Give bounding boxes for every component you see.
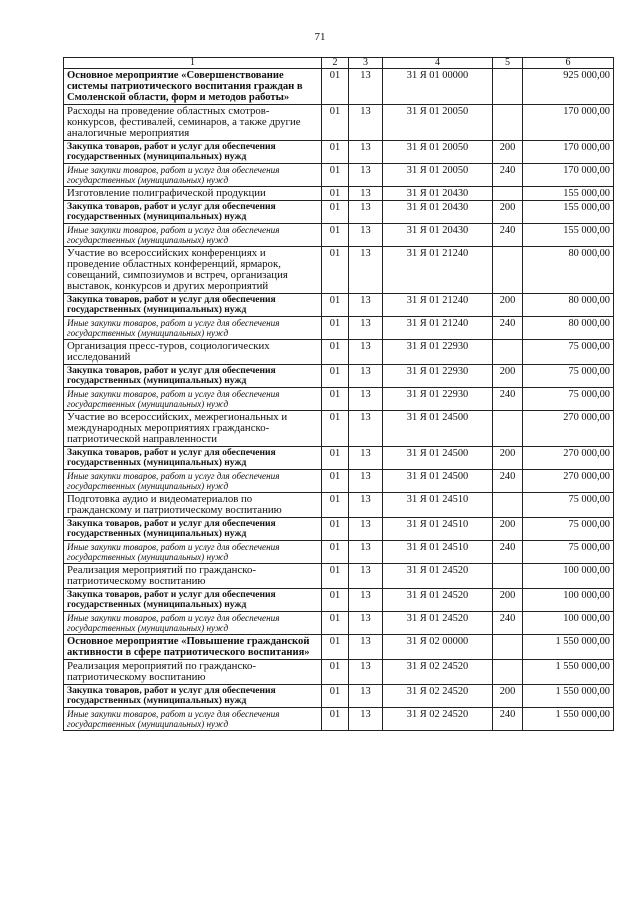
table-header: [64, 58, 614, 69]
row-expense-type: [493, 635, 523, 660]
header-row: [64, 58, 614, 69]
row-subsection: 13: [349, 612, 383, 635]
row-name: Закупка товаров, работ и услуг для обеспечения государственных (муниципальных) нужд: [64, 365, 322, 388]
row-expense-type: 200: [493, 141, 523, 164]
row-name: Иные закупки товаров, работ и услуг для обеспечения государственных (муниципальных) нужд: [64, 388, 322, 411]
row-subsection: 13: [349, 247, 383, 294]
table-row: [64, 294, 614, 317]
row-section: 01: [322, 317, 349, 340]
row-subsection: 13: [349, 447, 383, 470]
row-expense-type: [493, 660, 523, 685]
row-subsection: 13: [349, 685, 383, 708]
row-section: 01: [322, 365, 349, 388]
row-name: Закупка товаров, работ и услуг для обеспечения государственных (муниципальных) нужд: [64, 518, 322, 541]
row-target-code: 31 Я 02 00000: [383, 635, 493, 660]
row-name: Закупка товаров, работ и услуг для обеспечения государственных (муниципальных) нужд: [64, 294, 322, 317]
row-expense-type: [493, 187, 523, 201]
row-amount: 80 000,00: [523, 317, 614, 340]
row-subsection: 13: [349, 541, 383, 564]
table-row: [64, 141, 614, 164]
row-target-code: 31 Я 01 24510: [383, 518, 493, 541]
row-section: 01: [322, 564, 349, 589]
row-name: Иные закупки товаров, работ и услуг для обеспечения государственных (муниципальных) нужд: [64, 612, 322, 635]
header-col-5: 5: [493, 58, 523, 69]
row-target-code: 31 Я 01 20050: [383, 105, 493, 141]
table-row: [64, 493, 614, 518]
table-row: [64, 518, 614, 541]
row-section: 01: [322, 164, 349, 187]
row-expense-type: [493, 340, 523, 365]
table-row: [64, 612, 614, 635]
row-subsection: 13: [349, 294, 383, 317]
row-expense-type: [493, 105, 523, 141]
table-row: [64, 635, 614, 660]
row-name: Реализация мероприятий по гражданско-патриотическому воспитанию: [64, 564, 322, 589]
table-row: [64, 69, 614, 105]
row-expense-type: 240: [493, 612, 523, 635]
row-expense-type: 200: [493, 201, 523, 224]
row-section: 01: [322, 589, 349, 612]
row-expense-type: [493, 247, 523, 294]
header-col-3: 3: [349, 58, 383, 69]
row-subsection: 13: [349, 69, 383, 105]
row-target-code: 31 Я 01 22930: [383, 388, 493, 411]
row-target-code: 31 Я 01 20430: [383, 201, 493, 224]
row-amount: 80 000,00: [523, 294, 614, 317]
row-expense-type: 200: [493, 685, 523, 708]
row-subsection: 13: [349, 589, 383, 612]
table-row: [64, 541, 614, 564]
table-row: [64, 247, 614, 294]
row-target-code: 31 Я 01 21240: [383, 294, 493, 317]
row-section: 01: [322, 247, 349, 294]
page-number: 71: [314, 31, 326, 43]
row-name: Расходы на проведение областных смотров-конкурсов, фестивалей, семинаров, а также другие аналогичные мероприятия: [64, 105, 322, 141]
table-row: [64, 187, 614, 201]
row-target-code: 31 Я 01 21240: [383, 247, 493, 294]
row-expense-type: 200: [493, 589, 523, 612]
row-section: 01: [322, 708, 349, 731]
row-target-code: 31 Я 01 24500: [383, 470, 493, 493]
row-expense-type: 240: [493, 708, 523, 731]
table-row: [64, 317, 614, 340]
row-target-code: 31 Я 01 24510: [383, 541, 493, 564]
row-expense-type: 240: [493, 164, 523, 187]
row-subsection: 13: [349, 340, 383, 365]
row-section: 01: [322, 388, 349, 411]
row-amount: 80 000,00: [523, 247, 614, 294]
row-target-code: 31 Я 01 22930: [383, 365, 493, 388]
row-expense-type: 240: [493, 470, 523, 493]
row-amount: 75 000,00: [523, 365, 614, 388]
row-subsection: 13: [349, 708, 383, 731]
row-expense-type: [493, 493, 523, 518]
row-name: Иные закупки товаров, работ и услуг для обеспечения государственных (муниципальных) нужд: [64, 317, 322, 340]
table-row: [64, 564, 614, 589]
row-amount: 75 000,00: [523, 388, 614, 411]
row-name: Иные закупки товаров, работ и услуг для обеспечения государственных (муниципальных) нужд: [64, 708, 322, 731]
table-row: [64, 105, 614, 141]
row-expense-type: 200: [493, 447, 523, 470]
row-target-code: 31 Я 01 20050: [383, 141, 493, 164]
table-row: [64, 447, 614, 470]
row-name: Иные закупки товаров, работ и услуг для обеспечения государственных (муниципальных) нужд: [64, 470, 322, 493]
row-target-code: 31 Я 01 20430: [383, 187, 493, 201]
row-subsection: 13: [349, 105, 383, 141]
row-section: 01: [322, 340, 349, 365]
row-subsection: 13: [349, 141, 383, 164]
row-amount: 170 000,00: [523, 141, 614, 164]
table-row: [64, 340, 614, 365]
row-amount: 100 000,00: [523, 564, 614, 589]
row-amount: 270 000,00: [523, 470, 614, 493]
row-name: Подготовка аудио и видеоматериалов по гражданскому и патриотическому воспитанию: [64, 493, 322, 518]
row-amount: 75 000,00: [523, 541, 614, 564]
row-subsection: 13: [349, 388, 383, 411]
header-col-4: 4: [383, 58, 493, 69]
row-section: 01: [322, 141, 349, 164]
table-row: [64, 660, 614, 685]
row-section: 01: [322, 69, 349, 105]
table-row: [64, 201, 614, 224]
row-amount: 155 000,00: [523, 187, 614, 201]
row-subsection: 13: [349, 411, 383, 447]
row-name: Основное мероприятие «Повышение гражданской активности в сфере патриотического воспитания»: [64, 635, 322, 660]
row-target-code: 31 Я 01 24510: [383, 493, 493, 518]
row-expense-type: [493, 411, 523, 447]
table-row: [64, 589, 614, 612]
row-subsection: 13: [349, 224, 383, 247]
row-subsection: 13: [349, 470, 383, 493]
row-expense-type: 200: [493, 294, 523, 317]
row-section: 01: [322, 685, 349, 708]
row-name: Реализация мероприятий по гражданско-патриотическому воспитанию: [64, 660, 322, 685]
row-target-code: 31 Я 01 22930: [383, 340, 493, 365]
header-col-1: 1: [64, 58, 322, 69]
row-target-code: 31 Я 01 24520: [383, 612, 493, 635]
row-amount: 270 000,00: [523, 411, 614, 447]
row-name: Участие во всероссийских конференциях и проведение областных конференций, ярмарок, совещаний, симпозиумов и встреч, организация выставок, конкурсов и других мероприятий: [64, 247, 322, 294]
row-target-code: 31 Я 01 24500: [383, 411, 493, 447]
row-expense-type: 240: [493, 317, 523, 340]
row-target-code: 31 Я 01 00000: [383, 69, 493, 105]
table-row: [64, 365, 614, 388]
row-amount: 155 000,00: [523, 224, 614, 247]
row-name: Иные закупки товаров, работ и услуг для обеспечения государственных (муниципальных) нужд: [64, 224, 322, 247]
table-row: [64, 164, 614, 187]
row-amount: 1 550 000,00: [523, 708, 614, 731]
row-name: Закупка товаров, работ и услуг для обеспечения государственных (муниципальных) нужд: [64, 447, 322, 470]
row-name: Изготовление полиграфической продукции: [64, 187, 322, 201]
row-amount: 1 550 000,00: [523, 660, 614, 685]
row-amount: 100 000,00: [523, 589, 614, 612]
row-target-code: 31 Я 01 24500: [383, 447, 493, 470]
row-expense-type: 240: [493, 388, 523, 411]
row-expense-type: 240: [493, 224, 523, 247]
row-subsection: 13: [349, 365, 383, 388]
row-amount: 75 000,00: [523, 493, 614, 518]
table-body: [64, 69, 614, 731]
row-amount: 75 000,00: [523, 340, 614, 365]
row-target-code: 31 Я 01 24520: [383, 564, 493, 589]
row-section: 01: [322, 518, 349, 541]
row-target-code: 31 Я 01 20430: [383, 224, 493, 247]
row-amount: 1 550 000,00: [523, 685, 614, 708]
row-target-code: 31 Я 02 24520: [383, 685, 493, 708]
row-target-code: 31 Я 02 24520: [383, 660, 493, 685]
row-name: Закупка товаров, работ и услуг для обеспечения государственных (муниципальных) нужд: [64, 589, 322, 612]
row-amount: 170 000,00: [523, 105, 614, 141]
row-subsection: 13: [349, 518, 383, 541]
row-section: 01: [322, 541, 349, 564]
row-subsection: 13: [349, 164, 383, 187]
row-expense-type: 200: [493, 365, 523, 388]
row-name: Иные закупки товаров, работ и услуг для обеспечения государственных (муниципальных) нужд: [64, 164, 322, 187]
row-section: 01: [322, 187, 349, 201]
row-section: 01: [322, 612, 349, 635]
row-subsection: 13: [349, 201, 383, 224]
table-row: [64, 708, 614, 731]
row-expense-type: 200: [493, 518, 523, 541]
header-col-6: 6: [523, 58, 614, 69]
row-amount: 75 000,00: [523, 518, 614, 541]
row-amount: 1 550 000,00: [523, 635, 614, 660]
table-row: [64, 685, 614, 708]
row-section: 01: [322, 201, 349, 224]
row-amount: 100 000,00: [523, 612, 614, 635]
row-section: 01: [322, 294, 349, 317]
row-section: 01: [322, 470, 349, 493]
row-section: 01: [322, 105, 349, 141]
row-name: Закупка товаров, работ и услуг для обеспечения государственных (муниципальных) нужд: [64, 201, 322, 224]
row-section: 01: [322, 493, 349, 518]
table-row: [64, 388, 614, 411]
row-subsection: 13: [349, 635, 383, 660]
table-row: [64, 224, 614, 247]
row-amount: 925 000,00: [523, 69, 614, 105]
row-name: Закупка товаров, работ и услуг для обеспечения государственных (муниципальных) нужд: [64, 141, 322, 164]
row-target-code: 31 Я 01 21240: [383, 317, 493, 340]
header-col-2: 2: [322, 58, 349, 69]
row-subsection: 13: [349, 493, 383, 518]
row-name: Иные закупки товаров, работ и услуг для обеспечения государственных (муниципальных) нужд: [64, 541, 322, 564]
row-subsection: 13: [349, 187, 383, 201]
table-row: [64, 470, 614, 493]
row-section: 01: [322, 224, 349, 247]
row-section: 01: [322, 447, 349, 470]
budget-table: [63, 57, 614, 731]
row-target-code: 31 Я 01 20050: [383, 164, 493, 187]
table-row: [64, 411, 614, 447]
row-target-code: 31 Я 01 24520: [383, 589, 493, 612]
row-name: Организация пресс-туров, социологических исследований: [64, 340, 322, 365]
row-amount: 270 000,00: [523, 447, 614, 470]
row-expense-type: [493, 69, 523, 105]
row-amount: 170 000,00: [523, 164, 614, 187]
row-amount: 155 000,00: [523, 201, 614, 224]
row-subsection: 13: [349, 564, 383, 589]
row-section: 01: [322, 411, 349, 447]
row-subsection: 13: [349, 660, 383, 685]
row-name: Основное мероприятие «Совершенствование системы патриотического воспитания граждан в Смоленской области, форм и методов работы»: [64, 69, 322, 105]
row-subsection: 13: [349, 317, 383, 340]
row-name: Участие во всероссийских, межрегиональных и международных мероприятиях гражданско-патриотической направленности: [64, 411, 322, 447]
row-expense-type: 240: [493, 541, 523, 564]
row-section: 01: [322, 660, 349, 685]
row-section: 01: [322, 635, 349, 660]
row-expense-type: [493, 564, 523, 589]
row-target-code: 31 Я 02 24520: [383, 708, 493, 731]
row-name: Закупка товаров, работ и услуг для обеспечения государственных (муниципальных) нужд: [64, 685, 322, 708]
